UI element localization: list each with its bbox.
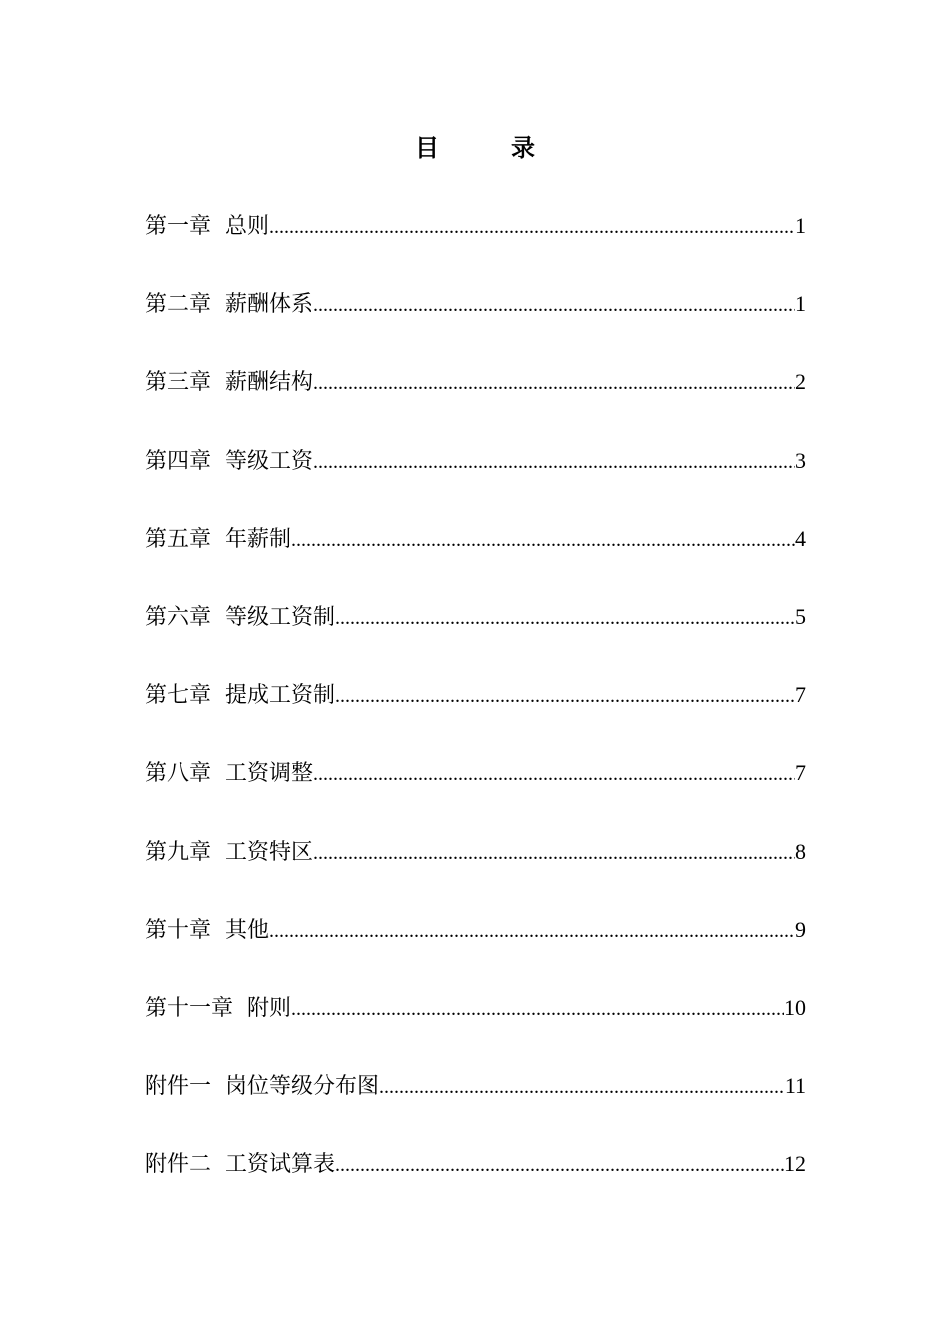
toc-entry-title: 附则 (247, 995, 292, 1021)
toc-dot-leader (313, 758, 795, 790)
toc-page-number: 3 (795, 447, 806, 473)
toc-dot-leader (269, 915, 795, 947)
toc-entry-title: 岗位等级分布图 (225, 1074, 380, 1100)
toc-entry[interactable] (145, 757, 806, 835)
toc-page-number: 9 (795, 916, 806, 942)
toc-entry[interactable] (145, 523, 806, 601)
toc-entry[interactable] (145, 366, 806, 444)
toc-entry-title: 等级工资 (225, 448, 314, 474)
toc-page-number: 4 (795, 525, 806, 551)
toc-page-number: 7 (795, 760, 806, 786)
toc-entry-number: 第四章 (145, 448, 212, 474)
toc-dot-leader (313, 367, 795, 399)
toc-entry-number: 第一章 (145, 214, 212, 239)
toc-list (145, 210, 806, 1226)
toc-entry-number: 第十一章 (145, 995, 234, 1021)
toc-entry-title: 总则 (225, 214, 270, 239)
toc-page-number: 11 (784, 1073, 806, 1099)
toc-dot-leader (335, 680, 795, 712)
toc-dot-leader (313, 446, 795, 478)
toc-entry[interactable] (145, 210, 806, 288)
toc-entry-title: 工资试算表 (225, 1152, 336, 1178)
toc-entry[interactable] (145, 679, 806, 757)
toc-entry-title: 其他 (225, 917, 270, 943)
toc-page-number: 8 (795, 838, 806, 864)
toc-entry-number: 第二章 (145, 292, 212, 318)
toc-entry[interactable] (145, 445, 806, 523)
toc-dot-leader (335, 1149, 784, 1181)
toc-dot-leader (313, 289, 795, 321)
toc-entry-number: 第六章 (145, 604, 212, 630)
toc-entry-number: 附件一 (145, 1074, 212, 1100)
toc-dot-leader (291, 524, 795, 556)
toc-entry-number: 第九章 (145, 839, 212, 865)
toc-dot-leader (335, 602, 795, 634)
toc-entry-title: 提成工资制 (225, 683, 336, 709)
toc-entry-number: 第五章 (145, 526, 212, 552)
toc-entry-title: 工资特区 (225, 839, 314, 865)
toc-entry-number: 第八章 (145, 761, 212, 787)
toc-entry-title: 工资调整 (225, 761, 314, 787)
toc-entry[interactable] (145, 601, 806, 679)
toc-dot-leader (269, 211, 795, 243)
toc-entry-title: 薪酬体系 (225, 292, 314, 318)
toc-entry-title: 薪酬结构 (225, 370, 314, 396)
toc-entry-title: 年薪制 (225, 526, 292, 552)
toc-page-number: 12 (784, 1151, 806, 1177)
toc-page-number: 1 (795, 291, 806, 317)
toc-entry[interactable] (145, 992, 806, 1070)
toc-entry[interactable] (145, 288, 806, 366)
toc-dot-leader (379, 1071, 785, 1103)
toc-entry[interactable] (145, 914, 806, 992)
toc-entry-number: 附件二 (145, 1152, 212, 1178)
toc-page-number: 1 (795, 213, 806, 238)
toc-title: 目 录 (415, 133, 559, 162)
toc-page-number: 5 (795, 603, 806, 629)
toc-entry[interactable] (145, 1070, 806, 1148)
toc-dot-leader (313, 837, 795, 869)
toc-entry-number: 第七章 (145, 683, 212, 709)
toc-entry-number: 第十章 (145, 917, 212, 943)
toc-entry-title: 等级工资制 (225, 604, 336, 630)
toc-dot-leader (291, 993, 784, 1025)
toc-entry[interactable] (145, 1148, 806, 1226)
toc-entry[interactable] (145, 836, 806, 914)
toc-page-number: 2 (795, 369, 806, 395)
toc-page-number: 10 (784, 994, 806, 1020)
toc-entry-number: 第三章 (145, 370, 212, 396)
toc-page-number: 7 (795, 682, 806, 708)
